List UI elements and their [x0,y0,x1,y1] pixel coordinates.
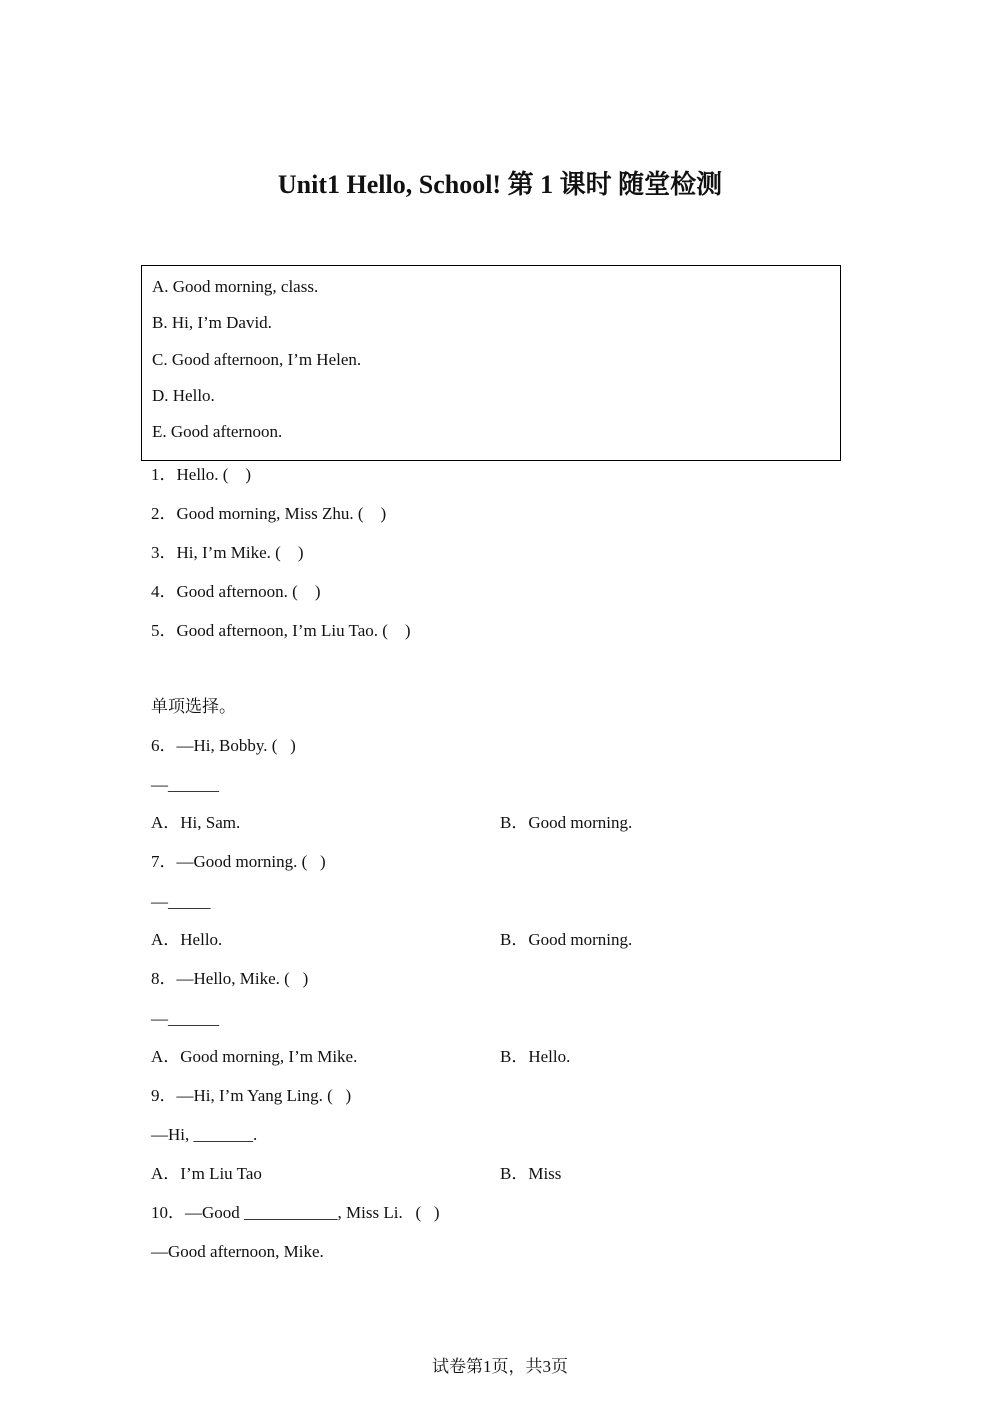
box-option-e: E. Good afternoon. [152,422,283,441]
question-6-reply: —______ [151,775,219,794]
question-6-option-a: A．Hi, Sam. [151,813,241,832]
question-7-option-a: A．Hello. [151,930,223,949]
question-6-option-b: B．Good morning. [500,813,633,832]
question-8-option-a: A．Good morning, I’m Mike. [151,1047,358,1066]
matching-item-1: 1．Hello. ( ) [151,465,252,484]
page-title: Unit1 Hello, School! 第 1 课时 随堂检测 [277,170,723,199]
question-10-stem: 10．—Good ___________, Miss Li. ( ) [151,1203,440,1222]
question-7-stem: 7．—Good morning. ( ) [151,852,326,871]
question-6-stem: 6．—Hi, Bobby. ( ) [151,736,296,755]
matching-item-4: 4．Good afternoon. ( ) [151,582,321,601]
question-9-option-a: A．I’m Liu Tao [151,1164,262,1183]
section-heading: 单项选择。 [151,697,236,716]
matching-item-2: 2．Good morning, Miss Zhu. ( ) [151,504,387,523]
matching-item-5: 5．Good afternoon, I’m Liu Tao. ( ) [151,621,411,640]
box-option-b: B. Hi, I’m David. [152,313,272,332]
box-option-c: C. Good afternoon, I’m Helen. [152,350,362,369]
question-9-stem: 9．—Hi, I’m Yang Ling. ( ) [151,1086,352,1105]
question-8-reply: —______ [151,1009,219,1028]
question-9-reply: —Hi, _______. [151,1125,258,1144]
matching-item-3: 3．Hi, I’m Mike. ( ) [151,543,304,562]
question-8-stem: 8．—Hello, Mike. ( ) [151,969,309,988]
question-10-reply: —Good afternoon, Mike. [151,1242,324,1261]
page-footer: 试卷第1页，共3页 [432,1357,568,1376]
box-option-d: D. Hello. [152,386,215,405]
question-7-option-b: B．Good morning. [500,930,633,949]
question-7-reply: —_____ [151,892,211,911]
option-box [141,265,841,461]
question-9-option-b: B．Miss [500,1164,562,1183]
box-option-a: A. Good morning, class. [152,277,319,296]
question-8-option-b: B．Hello. [500,1047,571,1066]
